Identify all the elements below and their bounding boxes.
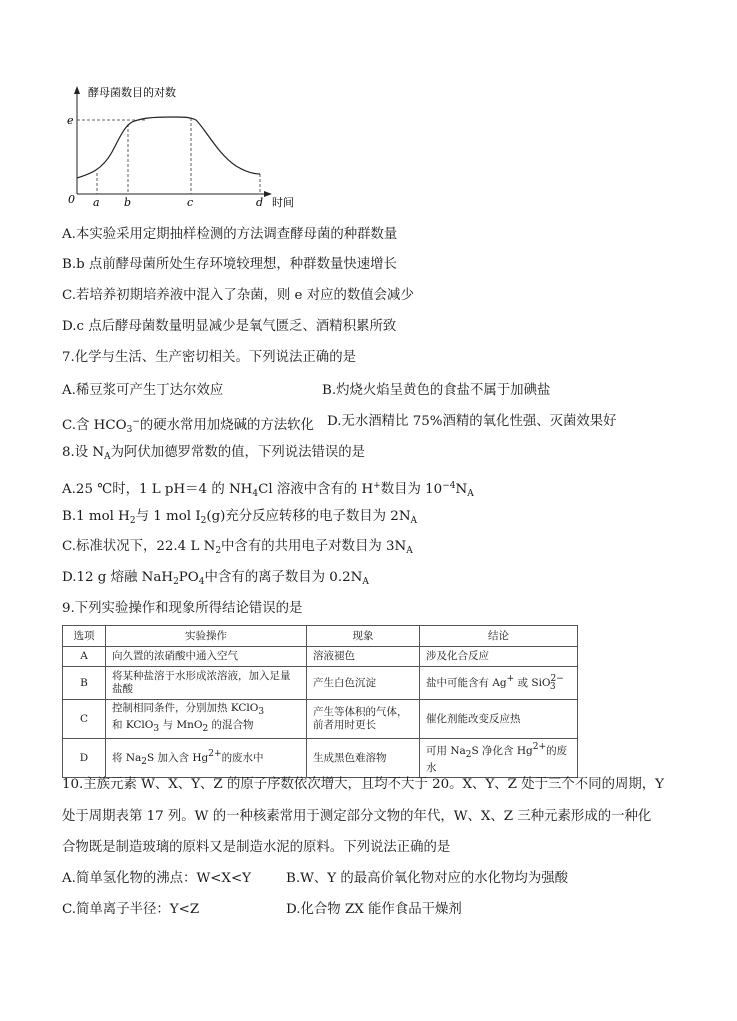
chart-xlabel: 时间 [272,196,294,209]
q7-stem: 7.化学与生活、生产密切相关。下列说法正确的是 [62,350,356,365]
q8-stem: 8.设 $N_A$为阿伏加德罗常数的值，下列说法错误的是 [62,445,366,462]
table-row [63,647,578,667]
chart-origin: 0 [68,193,75,206]
header-conclusion: 结论 [420,626,578,647]
q7-option-c: C.含 $HCO_3^-$的硬水常用加烧碱的方法软化 [62,417,314,435]
row-option: D [63,739,106,778]
row-conclusion: 催化剂能改变反应热 [420,700,578,739]
header-operation: 实验操作 [106,626,307,647]
chart-b-mark: b [124,196,132,209]
chart-growth-curve [77,117,260,178]
row-phenomenon: 生成黑色难溶物 [307,739,420,778]
q10-option-d: D.化合物 ZX 能作食品干燥剂 [286,902,462,917]
row-operation: 向久置的浓硝酸中通入空气 [106,647,307,667]
q6-option-c: C.若培养初期培养液中混入了杂菌，则 e 对应的数值会减少 [62,288,414,303]
table-header-row [63,626,578,647]
q9-table [62,625,578,778]
row-option: B [63,667,106,700]
chart-a-mark: a [93,196,100,209]
table-row [63,700,578,739]
q10-option-b: B.W、Y 的最高价氧化物对应的水化物均为强酸 [286,871,568,886]
header-option: 选项 [63,626,106,647]
chart-x-arrow [264,191,272,197]
row-operation: 将某种盐溶于水形成浓溶液，加入足量盐酸 [106,667,307,700]
q10-option-a: A.简单氢化物的沸点：W<X<Y [62,871,252,886]
yeast-population-chart [60,82,310,210]
q7-option-a: A.稀豆浆可产生丁达尔效应 [62,383,224,398]
q10-stem-line-1: 10.主族元素 W、X、Y、Z 的原子序数依次增大，且均不大于 20。X、Y、Z 处于三个不同的周期，Y [62,777,664,792]
q10-option-c: C.简单离子半径：Y<Z [62,902,200,917]
q6-option-d: D.c 点后酵母菌数量明显减少是氧气匮乏、酒精积累所致 [62,319,397,334]
q8-option-d: D.12 g 熔融 $NaH_2PO_4$中含有的离子数目为 $0.2N_A$ [62,570,369,587]
chart-e-mark: e [67,114,74,127]
row-option: A [63,647,106,667]
row-conclusion: 盐中可能含有 Ag+ 或 SiO$^{2-}_3$ [420,667,578,700]
q8-option-b: B.1 mol $H_2$与 1 mol $I_2(g)$充分反应转移的电子数目为 $2N_A$ [62,509,418,526]
row-conclusion: 可用 $Na_2S$ 净化含 $Hg^{2+}$的废水 [420,739,578,778]
chart-y-arrow [74,86,80,94]
chart-c-mark: c [187,196,194,209]
row-conclusion: 涉及化合反应 [420,647,578,667]
q8-option-c: C.标准状况下，22.4 L $N_2$中含有的共用电子对数目为 $3N_A$ [62,539,413,556]
chart-ylabel: 酵母菌数目的对数 [88,86,176,99]
q7-option-d: D.无水酒精比 75%酒精的氧化性强、灭菌效果好 [327,414,617,429]
row-operation: 控制相同条件，分别加热 KClO$_3$ 和 KClO$_3$ 与 MnO$_2$ 的混合物 [106,700,307,739]
chart-d-mark: d [256,196,264,209]
q7-option-b: B.灼烧火焰呈黄色的食盐不属于加碘盐 [322,383,551,398]
q10-stem-line-2: 处于周期表第 17 列。W 的一种核素常用于测定部分文物的年代，W、X、Z 三种元素形成的一种化 [62,809,652,824]
row-phenomenon: 产生等体积的气体，前者用时更长 [307,700,420,739]
q10-stem-line-3: 合物既是制造玻璃的原料又是制造水泥的原料。下列说法正确的是 [62,840,451,855]
header-phenomenon: 现象 [307,626,420,647]
q9-stem: 9.下列实验操作和现象所得结论错误的是 [62,601,303,616]
row-operation: 将 $Na_2S$ 加入含 $Hg^{2+}$的废水中 [106,739,307,778]
table-row [63,739,578,778]
q6-option-b: B.b 点前酵母菌所处生存环境较理想，种群数量快速增长 [62,257,397,272]
table-row [63,667,578,700]
row-phenomenon: 溶液褪色 [307,647,420,667]
q6-option-a: A.本实验采用定期抽样检测的方法调查酵母菌的种群数量 [62,227,398,242]
row-option: C [63,700,106,739]
q8-option-a: A.25 ℃时，1 L pH＝4 的 $NH_4Cl$ 溶液中含有的 H+数目为 $10^{-4}N_A$ [62,481,474,499]
row-phenomenon: 产生白色沉淀 [307,667,420,700]
